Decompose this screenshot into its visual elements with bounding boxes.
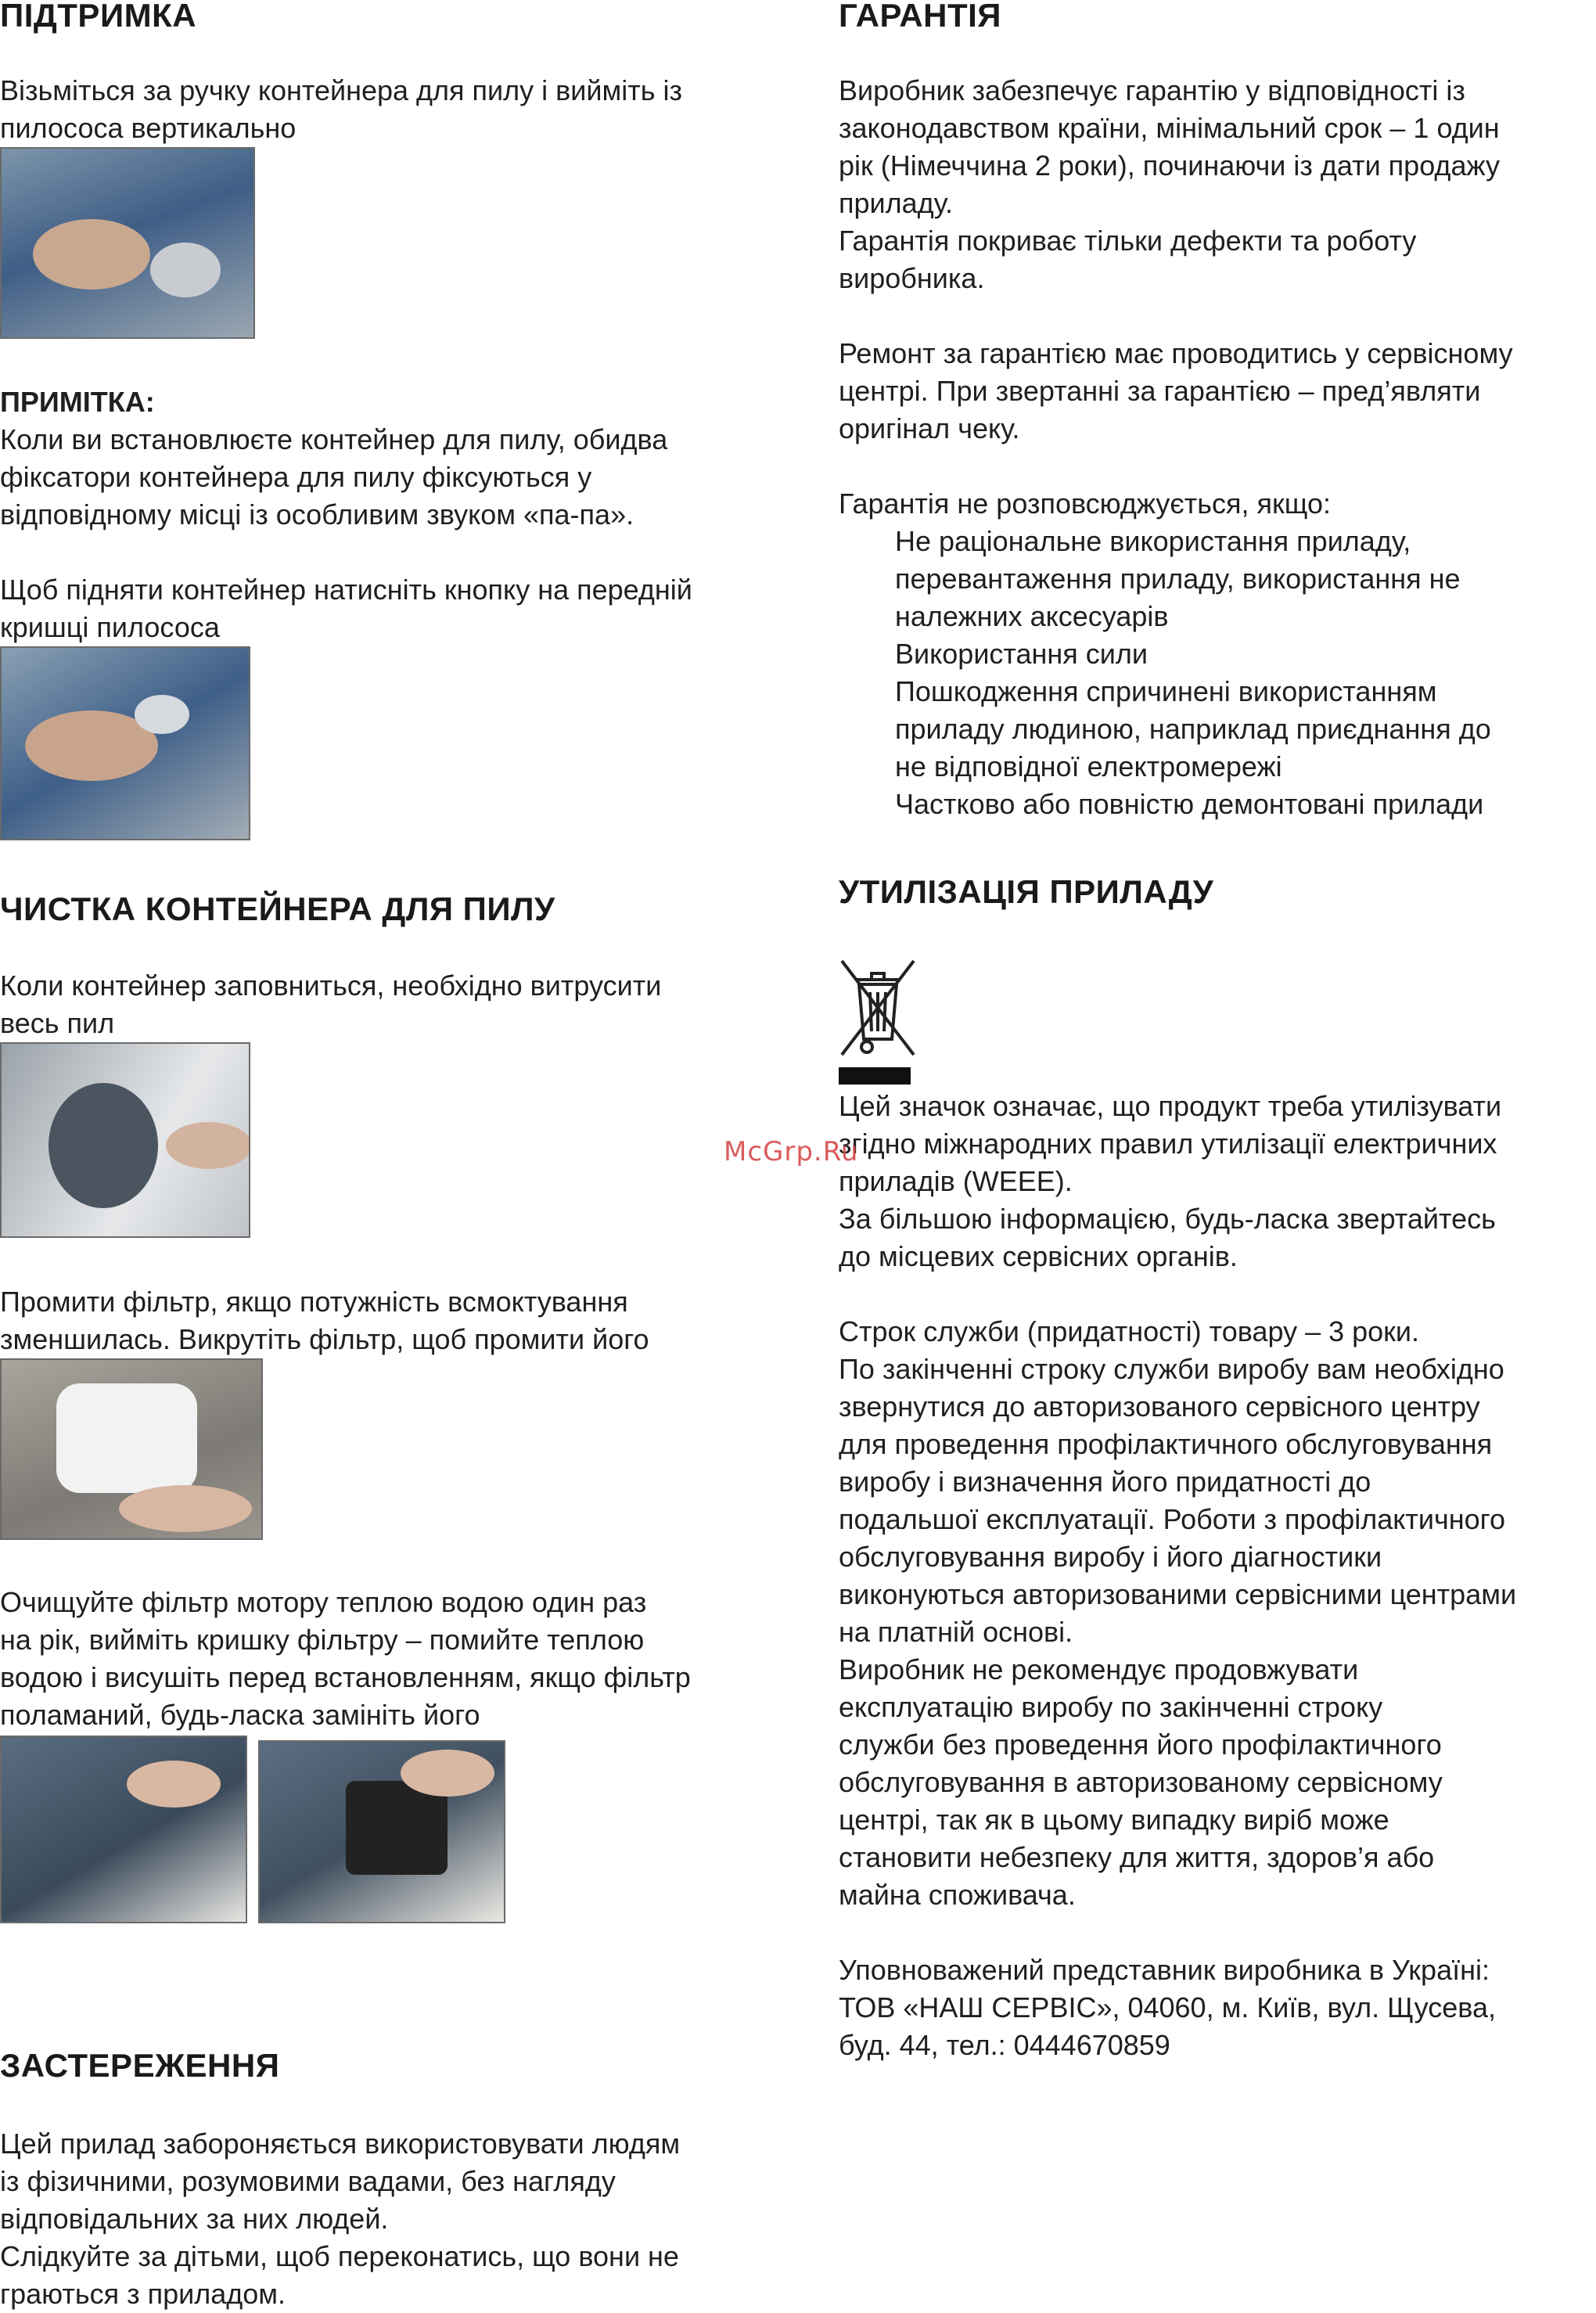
warning-paragraph-2: Слідкуйте за дітьми, щоб переконатись, що вони не граються з приладом. [0,2240,679,2310]
hand-shape [166,1122,250,1169]
cleaning-paragraph-3: Очищуйте фільтр мотору теплою водою один раз на рік, вийміть кришку фільтру – помийте теплою водою і висушіть перед встановленням, якщо фільтр поламаний, будь-ласка замініть його [0,1586,691,1731]
list-item: Не раціональне використання приладу, перевантаження приладу, використання не належних аксесуарів [895,525,1461,632]
warning-paragraph-1: Цей прилад забороняється використовувати людям із фізичними, розумовими вадами, без нагляду відповідальних за них людей. [0,2128,681,2235]
filter-wash-photo [0,1358,263,1540]
recommendation-paragraph: Виробник не рекомендує продовжувати експлуатацію виробу по закінченні строку служби без проведення його профілактичного обслуговування в авторизованому сервісному центрі, так як в цьому випадку виріб може становити небезпеку для життя, здоров’я або майна споживача. [839,1653,1443,1911]
motor-filter-photo-1 [0,1736,247,1923]
disposal-paragraph-1: Цей значок означає, що продукт треба утилізувати згідно міжнародних правил утилізації електричних приладів (WEEE). [839,1090,1502,1197]
list-item: Пошкодження спричинені використанням приладу людиною, наприклад приєднання до не відповідної електромережі [895,675,1491,782]
weee-bin-icon [839,958,917,1086]
watermark: McGrp.Ru [724,1136,859,1167]
note-label: ПРИМІТКА: [0,386,155,418]
button-shape [135,695,189,734]
support-paragraph-3: Щоб підняти контейнер натисніть кнопку на передній кришці пилососа [0,574,692,643]
support-paragraph-1: Візьміться за ручку контейнера для пилу і вийміть із пилососа вертикально [0,74,682,144]
list-item: Частково або повністю демонтовані прилади [895,788,1484,820]
cleaning-heading: ЧИСТКА КОНТЕЙНЕРА ДЛЯ ПИЛУ [0,890,555,927]
motor-filter-photo-2 [258,1740,505,1923]
note-paragraph: ПРИМІТКА: Коли ви встановлюєте контейнер для пилу, обидва фіксатори контейнера для пилу фіксуються у відповідному місці із особливим звуком «па-па». [0,383,749,534]
warranty-paragraph-3: Ремонт за гарантією має проводитись у сервісному центрі. При звертанні за гарантією – пред’являти оригінал чеку. [839,337,1513,444]
hand-shape [127,1761,221,1808]
warranty-heading: ГАРАНТІЯ [839,0,1001,34]
service-life-paragraph: Строк служби (придатності) товару – 3 роки. По закінченні строку служби виробу вам необхідно звернутися до авторизованого сервісного центру для проведення профілактичного обслуговування виробу і визначення його придатності до подальшої експлуатації. Роботи з профілактичного обслуговування виробу і його діагностики виконуються авторизованими сервісними центрами на платній основі. [839,1315,1517,1648]
remove-container-photo [0,147,255,339]
hand-shape [401,1750,494,1797]
representative-paragraph: Уповноважений представник виробника в Україні: ТОВ «НАШ СЕРВІС», 04060, м. Київ, вул. Щусева, буд. 44, тел.: 0444670859 [839,1954,1497,2061]
warranty-paragraph-2: Гарантія покриває тільки дефекти та роботу виробника. [839,225,1417,294]
list-item: Використання сили [895,638,1148,670]
cleaning-paragraph-1: Коли контейнер заповниться, необхідно витрусити весь пил [0,969,662,1039]
empty-dust-photo [0,1042,250,1238]
warranty-paragraph-1: Виробник забезпечує гарантію у відповідності із законодавством країни, мінімальний срок – 1 один рік (Німеччина 2 роки), починаючи із дати продажу приладу. [839,74,1500,219]
hand-shape [119,1485,252,1532]
filter-shape [56,1383,197,1493]
warranty-exclusions-intro: Гарантія не розповсюджується, якщо: [839,487,1331,520]
warning-heading: ЗАСТЕРЕЖЕННЯ [0,2047,280,2084]
disposal-paragraph-2: За більшою інформацією, будь-ласка звертайтесь до місцевих сервісних органів. [839,1203,1496,1272]
button-shape [150,243,221,297]
lid-shape [49,1083,158,1208]
warranty-exclusions-list [895,523,1591,823]
cleaning-paragraph-2: Промити фільтр, якщо потужність всмоктування зменшилась. Викрутіть фільтр, щоб промити його [0,1286,649,1355]
support-heading: ПІДТРИМКА [0,0,197,34]
lift-container-photo [0,646,250,840]
hand-shape [33,219,150,290]
disposal-heading: УТИЛІЗАЦІЯ ПРИЛАДУ [839,873,1214,910]
